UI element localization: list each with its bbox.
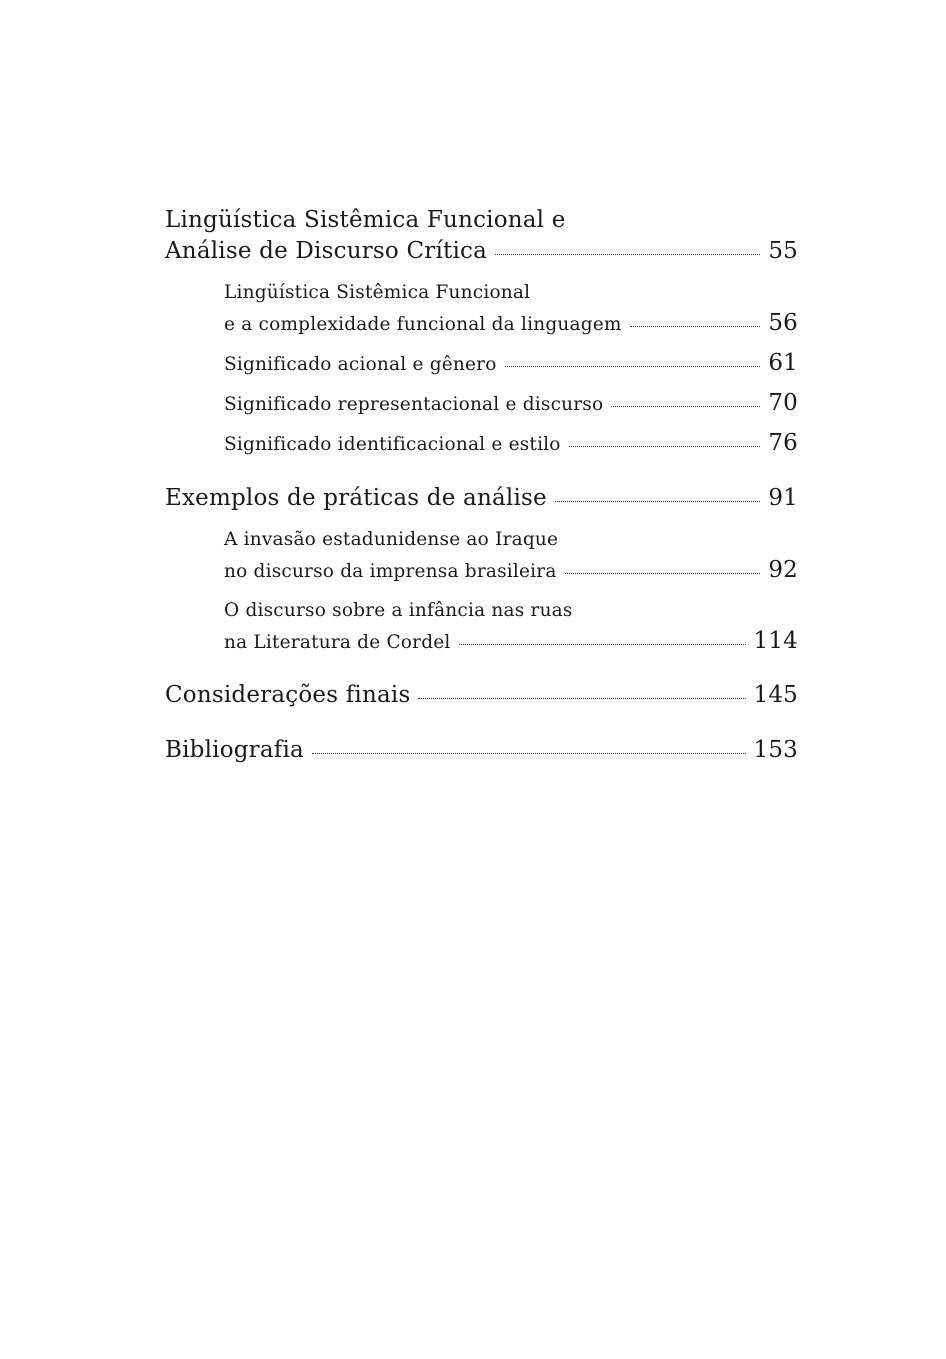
dot-leader: [312, 752, 746, 754]
toc-entry-title: Significado acional e gênero: [224, 354, 497, 375]
dot-leader: [505, 365, 761, 367]
page-number: 114: [753, 628, 798, 654]
toc-entry-section[interactable]: [224, 348, 798, 380]
page-number: 145: [753, 682, 798, 708]
toc-entry-section[interactable]: [224, 524, 798, 587]
toc-entry-title: Lingüística Sistêmica Funcional e: [165, 207, 566, 233]
page-number: 91: [768, 485, 798, 511]
toc-entry-title: Considerações finais: [165, 682, 411, 708]
toc-entry-title: e a complexidade funcional da linguagem: [224, 314, 622, 335]
page-number: 70: [768, 390, 798, 416]
toc-entry-title: Lingüística Sistêmica Funcional: [224, 282, 531, 303]
dot-leader: [418, 697, 745, 699]
page-number: 61: [768, 350, 798, 376]
toc-entry-title: Exemplos de práticas de análise: [165, 485, 547, 511]
toc-entry-section[interactable]: [224, 595, 798, 658]
dot-leader: [459, 643, 746, 645]
toc-entry-title: O discurso sobre a infância nas ruas: [224, 600, 573, 621]
toc-entry-title: Significado identificacional e estilo: [224, 434, 561, 455]
dot-leader: [569, 445, 761, 447]
page-number: 76: [768, 430, 798, 456]
toc-entry-title: no discurso da imprensa brasileira: [224, 561, 557, 582]
dot-leader: [611, 405, 760, 407]
page-number: 55: [768, 238, 798, 264]
toc-entry-chapter-exemplos[interactable]: [165, 483, 798, 514]
dot-leader: [495, 253, 760, 255]
toc-entry-section[interactable]: [224, 388, 798, 420]
page-number: 56: [768, 310, 798, 336]
toc-entry-title: Bibliografia: [165, 737, 304, 763]
dot-leader: [565, 572, 761, 574]
page-number: 153: [753, 737, 798, 763]
toc-entry-chapter-linguistica[interactable]: [165, 205, 798, 267]
page-number: 92: [768, 557, 798, 583]
toc-entry-section[interactable]: [224, 428, 798, 460]
toc-entry-title: A invasão estadunidense ao Iraque: [224, 529, 559, 550]
toc-entry-section[interactable]: [224, 277, 798, 340]
toc-entry-chapter-bibliografia[interactable]: [165, 735, 798, 766]
toc-entry-title: na Literatura de Cordel: [224, 632, 451, 653]
dot-leader: [630, 325, 761, 327]
toc-entry-title: Análise de Discurso Crítica: [165, 238, 488, 264]
toc-entry-chapter-consideracoes[interactable]: [165, 680, 798, 711]
dot-leader: [555, 500, 761, 502]
toc-entry-title: Significado representacional e discurso: [224, 394, 604, 415]
